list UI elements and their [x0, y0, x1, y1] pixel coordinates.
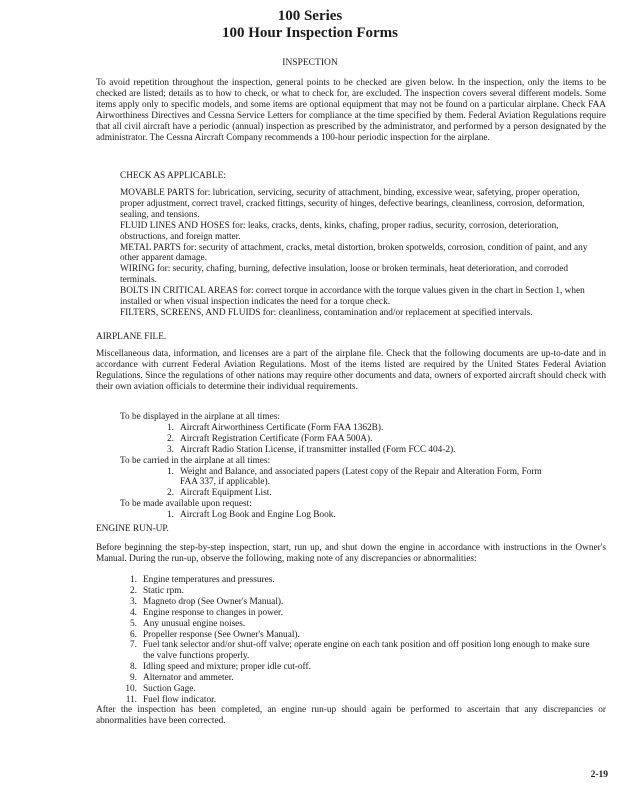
list-number: 7. [130, 640, 137, 651]
list-text: Aircraft Airworthiness Certificate (Form FAA 1362B). [180, 422, 384, 433]
list-text: Engine response to changes in power. [143, 607, 283, 618]
list-text: Magneto drop (See Owner's Manual). [143, 596, 284, 607]
airplane-file-paragraph: Miscellaneous data, information, and licenses are a part of the airplane file. Check that the following documents are up-to-date and in accordance with current Federal Aviation Regulations. Most of the items listed are required by the United States Federal Aviation Regulations. Since the regulations of other nations may require other documents and data, owners of exported aircraft should check with their own aviation officials to determine their individual requirements. [96, 349, 606, 392]
list-number: 3. [130, 596, 137, 607]
list-item [120, 467, 600, 489]
list-text: Propeller response (See Owner's Manual). [143, 629, 300, 640]
page-number: 2-19 [590, 770, 608, 780]
list-number: 8. [130, 662, 137, 673]
check-item-movable-parts: MOVABLE PARTS for: lubrication, servicing, security of attachment, binding, excessive wear, safetying, proper operation, proper adjustment, correct travel, cracked fittings, security of hinges, defective bearings, cleanliness, corrosion, deformation, sealing, and tensions. [120, 188, 585, 220]
list-number: 2. [167, 488, 174, 499]
list-number: 6. [130, 629, 137, 640]
list-item [120, 684, 600, 695]
list-number: 9. [130, 673, 137, 684]
list-number: 1. [167, 466, 174, 477]
check-item-metal-parts: METAL PARTS for: security of attachment, cracks, metal distortion, broken spotwelds, corrosion, condition of paint, and any other apparent damage. [120, 242, 588, 264]
list-number: 10. [125, 684, 137, 695]
check-item-filters: FILTERS, SCREENS, AND FLUIDS for: cleanliness, contamination and/or replacement at specified intervals. [120, 307, 533, 318]
list-item [120, 630, 600, 641]
list-item [120, 619, 600, 630]
list-text: Fuel flow indicator. [143, 694, 217, 705]
list-text: Static rpm. [143, 585, 184, 596]
list-text: Aircraft Equipment List. [180, 488, 272, 499]
list-number: 3. [167, 444, 174, 455]
list-number: 1. [167, 422, 174, 433]
group-label-on-request: To be made available upon request: [120, 499, 252, 510]
list-number: 5. [130, 618, 137, 629]
list-item [120, 608, 600, 619]
list-number: 1. [167, 510, 174, 521]
list-item [120, 586, 600, 597]
check-item-fluid-lines: FLUID LINES AND HOSES for: leaks, cracks, dents, kinks, chafing, proper radius, security, corrosion, deterioration, obstructions, and foreign matter. [120, 220, 559, 242]
list-item [120, 597, 600, 608]
list-text: Any unusual engine noises. [143, 618, 246, 629]
list-text: Weight and Balance, and associated papers (Latest copy of the Repair and Alteration Form, Form FAA 337, if applicable). [180, 466, 542, 488]
list-text: Aircraft Radio Station License, if transmitter installed (Form FCC 404-2). [180, 444, 456, 455]
list-number: 11. [125, 694, 137, 705]
group-label-carried: To be carried in the airplane at all times: [120, 455, 271, 466]
list-item [120, 640, 600, 662]
list-item [120, 445, 600, 456]
intro-paragraph: To avoid repetition throughout the inspection, general points to be checked are given below. In the inspection, only the items to be checked are listed; details as to how to check, or what to check for, are excluded. The inspection covers several different models. Some items apply only to specific models, and some items are optional equipment that may not be found on a particular airplane. Check FAA Airworthiness Directives and Cessna Service Letters for compliance at the time specified by them. Federal Aviation Regulations require that all civil aircraft have a periodic (annual) inspection as prescribed by the administrator, and performed by a person designated by the administrator. The Cessna Aircraft Company recommends a 100-hour periodic inspection for the airplane. [96, 78, 606, 143]
group-label-displayed: To be displayed in the airplane at all times: [120, 412, 280, 422]
check-as-applicable-heading: CHECK AS APPLICABLE: [120, 171, 226, 181]
list-item [120, 488, 600, 499]
check-item-wiring: WIRING for: security, chafing, burning, defective insulation, loose or broken terminals, heat deterioration, and corroded terminals. [120, 264, 569, 286]
list-item [120, 673, 600, 684]
list-text: Fuel tank selector and/or shut-off valve; operate engine on each tank position and off position long enough to make sure the valve functions properly. [143, 640, 590, 662]
list-number: 2. [130, 585, 137, 596]
list-item [120, 434, 600, 445]
list-text: Aircraft Registration Certificate (Form FAA 500A). [180, 433, 373, 444]
engine-runup-heading: ENGINE RUN-UP. [96, 524, 169, 534]
document-title: 100 Hour Inspection Forms [222, 25, 398, 41]
check-items-block [120, 188, 605, 319]
list-text: Suction Gage. [143, 684, 196, 695]
list-item [120, 662, 600, 673]
engine-runup-paragraph: Before beginning the step-by-step inspection, start, run up, and shut down the engine in accordance with instructions in the Owner's Manual. During the run-up, observe the following, making note of any discrepancies or abnormalities: [96, 543, 606, 564]
list-item [120, 423, 600, 434]
airplane-file-heading: AIRPLANE FILE. [96, 332, 167, 342]
airplane-file-list [120, 412, 600, 521]
document-title-series: 100 Series [277, 8, 343, 24]
list-item [120, 575, 600, 586]
list-number: 4. [130, 607, 137, 618]
engine-runup-list [120, 575, 600, 706]
list-number: 2. [167, 433, 174, 444]
list-text: Idling speed and mixture; proper idle cut-off. [143, 662, 311, 673]
list-text: Aircraft Log Book and Engine Log Book. [180, 510, 336, 521]
list-text: Alternator and ammeter. [143, 673, 234, 684]
section-heading-inspection: INSPECTION [282, 58, 338, 68]
after-inspection-paragraph: After the inspection has been completed, an engine run-up should again be performed to ascertain that any discrepancies or abnormalities have been corrected. [96, 705, 606, 726]
list-text: Engine temperatures and pressures. [143, 575, 275, 585]
list-item [120, 510, 600, 521]
list-number: 1. [130, 575, 137, 585]
check-item-bolts: BOLTS IN CRITICAL AREAS for: correct torque in accordance with the torque values given in the chart in Section 1, when installed or when visual inspection indicates the need for a torque check. [120, 286, 585, 308]
